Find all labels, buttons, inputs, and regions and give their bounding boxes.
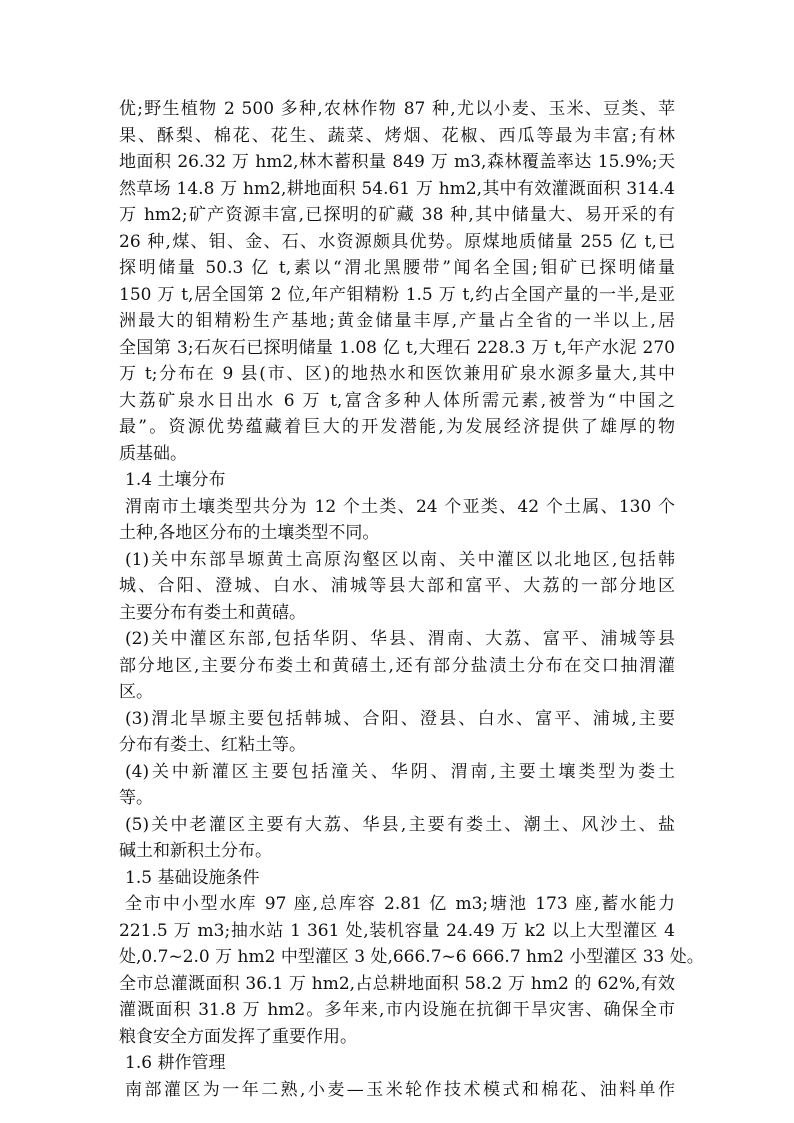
- text-line: 碱土和新积土分布。: [119, 841, 272, 861]
- section-heading: 1.6 耕作管理: [125, 1053, 226, 1073]
- text-line: 处,0.7~2.0 万 hm2 中型灌区 3 处,666.7~6 666.7 hm2 小型灌区 33 处。: [119, 947, 704, 967]
- section-heading: 1.5 基础设施条件: [125, 867, 260, 888]
- text-line: 洲最大的钼精粉生产基地;黄金储量丰厚,产量占全省的一半以上,居: [119, 311, 675, 331]
- text-line: 全国第 3;石灰石已探明储量 1.08 亿 t,大理石 228.3 万 t,年产水泥 270: [119, 337, 675, 358]
- text-line: 最”。资源优势蕴藏着巨大的开发潜能,为发展经济提供了雄厚的物: [119, 417, 675, 437]
- text-line: (1)关中东部旱塬黄土高原沟壑区以南、关中灌区以北地区,包括韩: [125, 549, 675, 570]
- text-line: (5)关中老灌区主要有大荔、华县,主要有娄土、潮土、风沙土、盐: [125, 814, 675, 835]
- text-line: 土种,各地区分布的土壤类型不同。: [119, 523, 380, 543]
- text-line: 粮食安全方面发挥了重要作用。: [119, 1026, 357, 1047]
- text-line: (4)关中新灌区主要包括潼关、华阴、渭南,主要土壤类型为娄土: [125, 761, 675, 782]
- text-line: 分布有娄土、红粘土等。: [119, 735, 306, 755]
- text-line: 灌溉面积 31.8 万 hm2。多年来,市内设施在抗御干旱灾害、确保全市: [119, 1000, 675, 1020]
- section-heading: 1.4 土壤分布: [125, 470, 226, 490]
- text-line: 然草场 14.8 万 hm2,耕地面积 54.61 万 hm2,其中有效灌溉面积 314.4: [119, 178, 675, 199]
- text-line: 优;野生植物 2 500 多种,农林作物 87 种,尤以小麦、玉米、豆类、苹: [119, 99, 675, 119]
- text-line: 150 万 t,居全国第 2 位,年产钼精粉 1.5 万 t,约占全国产量的一半,是亚: [119, 284, 675, 305]
- text-line: 等。: [119, 788, 153, 808]
- text-line: 主要分布有娄土和黄礂。: [119, 602, 306, 623]
- text-line: 探明储量 50.3 亿 t,素以“渭北黑腰带”闻名全国;钼矿已探明储量: [119, 258, 675, 278]
- text-line: 质基础。: [119, 443, 187, 464]
- document-page: [119, 96, 704, 1103]
- text-line: 万 hm2;矿产资源丰富,已探明的矿藏 38 种,其中储量大、易开采的有: [119, 205, 675, 225]
- text-line: (2)关中灌区东部,包括华阴、华县、渭南、大荔、富平、浦城等县: [125, 629, 675, 649]
- text-line: 区。: [119, 682, 153, 702]
- text-line: 部分地区,主要分布娄土和黄礂土,还有部分盐渍土分布在交口抽渭灌: [119, 655, 675, 676]
- text-line: 果、酥梨、棉花、花生、蔬菜、烤烟、花椒、西瓜等最为丰富;有林: [119, 125, 675, 146]
- text-line: 万 t;分布在 9 县(市、区)的地热水和医饮兼用矿泉水源多量大,其中: [119, 364, 675, 384]
- text-line: 26 种,煤、钼、金、石、水资源颇具优势。原煤地质储量 255 亿 t,已: [119, 231, 675, 252]
- text-line: 全市总灌溉面积 36.1 万 hm2,占总耕地面积 58.2 万 hm2 的 62%,有效: [119, 973, 675, 994]
- text-line: 全市中小型水库 97 座,总库容 2.81 亿 m3;塘池 173 座,蓄水能力: [125, 894, 675, 914]
- text-line: 221.5 万 m3;抽水站 1 361 处,装机容量 24.49 万 k2 以上大型灌区 4: [119, 920, 675, 941]
- text-line: 大荔矿泉水日出水 6 万 t,富含多种人体所需元素,被誉为“中国之: [119, 390, 675, 411]
- text-line: 城、合阳、澄城、白水、浦城等县大部和富平、大荔的一部分地区: [119, 576, 675, 596]
- text-line: 南部灌区为一年二熟,小麦—玉米轮作技术模式和棉花、油料单作: [125, 1079, 675, 1100]
- text-line: 渭南市土壤类型共分为 12 个土类、24 个亚类、42 个土属、130 个: [125, 496, 675, 517]
- text-line: (3)渭北旱塬主要包括韩城、合阳、澄县、白水、富平、浦城,主要: [125, 708, 675, 729]
- text-line: 地面积 26.32 万 hm2,林木蓄积量 849 万 m3,森林覆盖率达 15.9%;天: [119, 152, 675, 172]
